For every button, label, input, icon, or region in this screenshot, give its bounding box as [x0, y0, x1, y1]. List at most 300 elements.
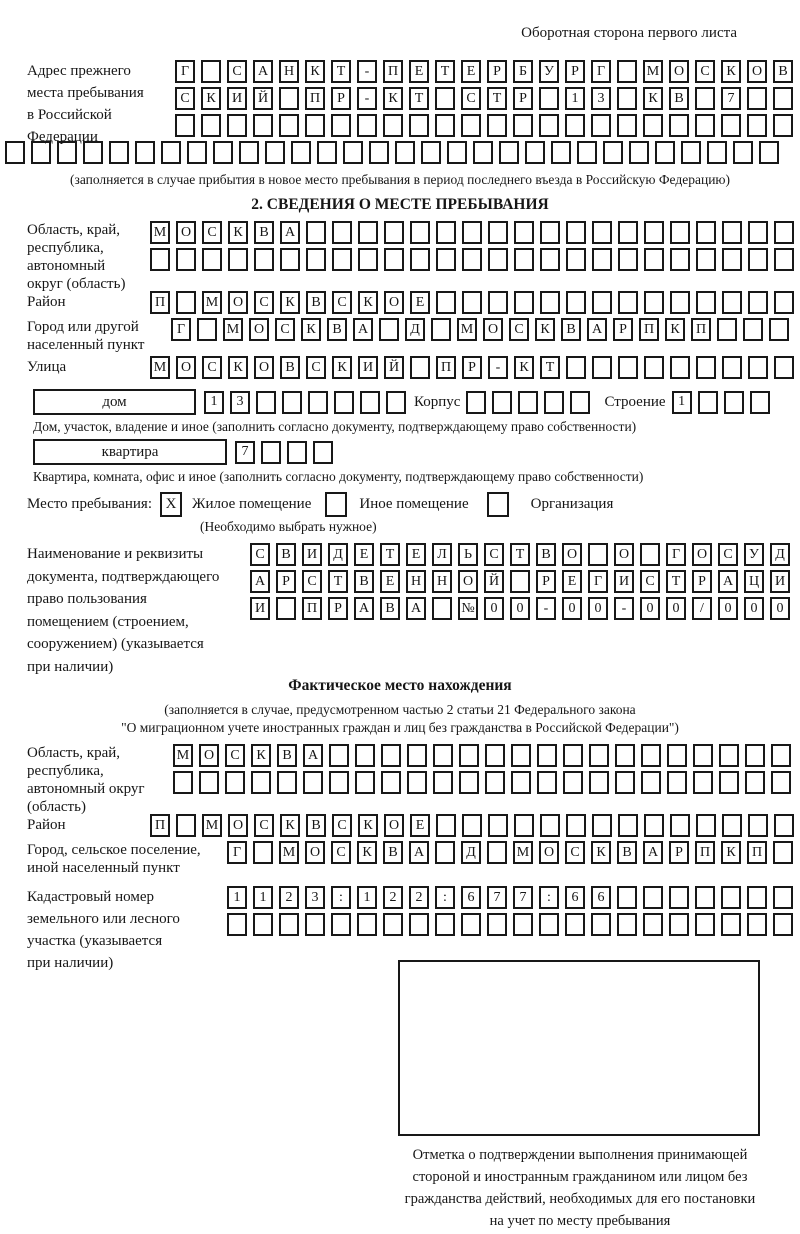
- char-box[interactable]: /: [692, 597, 712, 620]
- char-box[interactable]: Ь: [458, 543, 478, 566]
- char-box[interactable]: С: [640, 570, 660, 593]
- char-box[interactable]: [436, 221, 456, 244]
- char-box[interactable]: Р: [613, 318, 633, 341]
- char-box[interactable]: [566, 248, 586, 271]
- char-box[interactable]: [488, 291, 508, 314]
- char-box[interactable]: -: [488, 356, 508, 379]
- char-box[interactable]: №: [458, 597, 478, 620]
- char-box[interactable]: [239, 141, 259, 164]
- char-box[interactable]: [696, 356, 716, 379]
- char-box[interactable]: В: [280, 356, 300, 379]
- char-box[interactable]: В: [536, 543, 556, 566]
- char-box[interactable]: 0: [484, 597, 504, 620]
- char-box[interactable]: Д: [405, 318, 425, 341]
- char-box[interactable]: К: [228, 356, 248, 379]
- char-box[interactable]: 3: [591, 87, 611, 110]
- char-box[interactable]: К: [665, 318, 685, 341]
- char-box[interactable]: [748, 356, 768, 379]
- char-box[interactable]: [409, 913, 429, 936]
- char-box[interactable]: [488, 221, 508, 244]
- char-box[interactable]: [565, 114, 585, 137]
- char-box[interactable]: [150, 248, 170, 271]
- char-box[interactable]: [435, 114, 455, 137]
- char-box[interactable]: [410, 248, 430, 271]
- char-box[interactable]: [591, 114, 611, 137]
- char-box[interactable]: [253, 114, 273, 137]
- char-box[interactable]: [173, 771, 193, 794]
- char-box[interactable]: К: [228, 221, 248, 244]
- char-box[interactable]: :: [539, 886, 559, 909]
- char-box[interactable]: [227, 114, 247, 137]
- char-box[interactable]: [462, 291, 482, 314]
- char-box[interactable]: С: [718, 543, 738, 566]
- char-box[interactable]: 2: [383, 886, 403, 909]
- char-box[interactable]: С: [332, 814, 352, 837]
- char-box[interactable]: П: [150, 291, 170, 314]
- char-box[interactable]: 6: [591, 886, 611, 909]
- char-box[interactable]: [695, 886, 715, 909]
- char-box[interactable]: П: [695, 841, 715, 864]
- char-box[interactable]: 2: [279, 886, 299, 909]
- char-box[interactable]: Д: [461, 841, 481, 864]
- char-box[interactable]: [733, 141, 753, 164]
- char-box[interactable]: [409, 114, 429, 137]
- char-box[interactable]: [466, 391, 486, 414]
- char-box[interactable]: К: [514, 356, 534, 379]
- char-box[interactable]: [435, 841, 455, 864]
- char-box[interactable]: [693, 771, 713, 794]
- char-box[interactable]: [722, 356, 742, 379]
- char-box[interactable]: [225, 771, 245, 794]
- char-box[interactable]: А: [303, 744, 323, 767]
- char-box[interactable]: В: [383, 841, 403, 864]
- char-box[interactable]: [745, 771, 765, 794]
- char-box[interactable]: Й: [253, 87, 273, 110]
- char-box[interactable]: [386, 391, 406, 414]
- char-box[interactable]: К: [358, 291, 378, 314]
- char-box[interactable]: С: [302, 570, 322, 593]
- char-box[interactable]: Р: [462, 356, 482, 379]
- char-box[interactable]: [644, 356, 664, 379]
- char-box[interactable]: О: [384, 814, 404, 837]
- char-box[interactable]: [279, 87, 299, 110]
- char-box[interactable]: А: [280, 221, 300, 244]
- char-box[interactable]: [277, 771, 297, 794]
- char-box[interactable]: [774, 356, 794, 379]
- char-box[interactable]: К: [358, 814, 378, 837]
- char-box[interactable]: [618, 291, 638, 314]
- char-box[interactable]: [773, 87, 793, 110]
- char-box[interactable]: О: [254, 356, 274, 379]
- char-box[interactable]: [745, 744, 765, 767]
- char-box[interactable]: Е: [410, 814, 430, 837]
- char-box[interactable]: [355, 771, 375, 794]
- char-box[interactable]: [724, 391, 744, 414]
- char-box[interactable]: [539, 913, 559, 936]
- char-box[interactable]: [774, 248, 794, 271]
- char-box[interactable]: [669, 913, 689, 936]
- char-box[interactable]: [641, 771, 661, 794]
- char-box[interactable]: О: [228, 291, 248, 314]
- char-box[interactable]: Е: [354, 543, 374, 566]
- char-box[interactable]: :: [331, 886, 351, 909]
- char-box[interactable]: В: [561, 318, 581, 341]
- char-box[interactable]: К: [357, 841, 377, 864]
- char-box[interactable]: [769, 318, 789, 341]
- char-box[interactable]: [514, 221, 534, 244]
- char-box[interactable]: О: [692, 543, 712, 566]
- char-box[interactable]: 0: [510, 597, 530, 620]
- char-box[interactable]: [617, 60, 637, 83]
- char-box[interactable]: [360, 391, 380, 414]
- char-box[interactable]: [421, 141, 441, 164]
- char-box[interactable]: [670, 248, 690, 271]
- char-box[interactable]: [488, 814, 508, 837]
- char-box[interactable]: [540, 291, 560, 314]
- char-box[interactable]: [747, 114, 767, 137]
- char-box[interactable]: И: [250, 597, 270, 620]
- char-box[interactable]: [462, 248, 482, 271]
- char-box[interactable]: П: [747, 841, 767, 864]
- char-box[interactable]: [511, 744, 531, 767]
- char-box[interactable]: А: [406, 597, 426, 620]
- char-box[interactable]: [592, 221, 612, 244]
- char-box[interactable]: [432, 597, 452, 620]
- char-box[interactable]: [592, 248, 612, 271]
- char-box[interactable]: [719, 771, 739, 794]
- char-box[interactable]: [667, 771, 687, 794]
- char-box[interactable]: [773, 114, 793, 137]
- char-box[interactable]: [759, 141, 779, 164]
- char-box[interactable]: 6: [461, 886, 481, 909]
- char-box[interactable]: [670, 814, 690, 837]
- char-box[interactable]: В: [773, 60, 793, 83]
- char-box[interactable]: [707, 141, 727, 164]
- char-box[interactable]: [462, 814, 482, 837]
- char-box[interactable]: [280, 248, 300, 271]
- char-box[interactable]: [617, 913, 637, 936]
- char-box[interactable]: Д: [770, 543, 790, 566]
- char-box[interactable]: К: [332, 356, 352, 379]
- char-box[interactable]: О: [562, 543, 582, 566]
- char-box[interactable]: [592, 291, 612, 314]
- char-box[interactable]: [510, 570, 530, 593]
- char-box[interactable]: О: [176, 221, 196, 244]
- char-box[interactable]: [514, 291, 534, 314]
- char-box[interactable]: М: [202, 814, 222, 837]
- char-box[interactable]: 0: [640, 597, 660, 620]
- char-box[interactable]: П: [639, 318, 659, 341]
- char-box[interactable]: К: [201, 87, 221, 110]
- char-box[interactable]: [199, 771, 219, 794]
- char-box[interactable]: М: [279, 841, 299, 864]
- char-box[interactable]: К: [280, 291, 300, 314]
- char-box[interactable]: М: [513, 841, 533, 864]
- char-box[interactable]: К: [301, 318, 321, 341]
- char-box[interactable]: [487, 841, 507, 864]
- char-box[interactable]: [667, 744, 687, 767]
- char-box[interactable]: О: [614, 543, 634, 566]
- char-box[interactable]: В: [669, 87, 689, 110]
- char-box[interactable]: М: [150, 356, 170, 379]
- char-box[interactable]: С: [202, 221, 222, 244]
- char-box[interactable]: [540, 814, 560, 837]
- char-box[interactable]: [747, 913, 767, 936]
- char-box[interactable]: [615, 771, 635, 794]
- char-box[interactable]: [721, 886, 741, 909]
- char-box[interactable]: [721, 114, 741, 137]
- char-box[interactable]: 0: [562, 597, 582, 620]
- char-box[interactable]: [202, 248, 222, 271]
- char-box[interactable]: [750, 391, 770, 414]
- char-box[interactable]: Т: [380, 543, 400, 566]
- char-box[interactable]: А: [718, 570, 738, 593]
- char-box[interactable]: [334, 391, 354, 414]
- char-box[interactable]: С: [461, 87, 481, 110]
- char-box[interactable]: И: [302, 543, 322, 566]
- char-box[interactable]: Р: [513, 87, 533, 110]
- char-box[interactable]: [331, 114, 351, 137]
- char-box[interactable]: [407, 744, 427, 767]
- char-box[interactable]: [640, 543, 660, 566]
- char-box[interactable]: О: [539, 841, 559, 864]
- char-box[interactable]: [617, 87, 637, 110]
- char-box[interactable]: [276, 597, 296, 620]
- char-box[interactable]: [774, 221, 794, 244]
- char-box[interactable]: [395, 141, 415, 164]
- char-box[interactable]: [670, 291, 690, 314]
- char-box[interactable]: [433, 771, 453, 794]
- char-box[interactable]: В: [354, 570, 374, 593]
- char-box[interactable]: В: [277, 744, 297, 767]
- char-box[interactable]: [358, 221, 378, 244]
- char-box[interactable]: [256, 391, 276, 414]
- char-box[interactable]: 7: [487, 886, 507, 909]
- char-box[interactable]: С: [306, 356, 326, 379]
- char-box[interactable]: [282, 391, 302, 414]
- char-box[interactable]: Й: [384, 356, 404, 379]
- char-box[interactable]: А: [250, 570, 270, 593]
- char-box[interactable]: [261, 441, 281, 464]
- char-box[interactable]: О: [747, 60, 767, 83]
- char-box[interactable]: [717, 318, 737, 341]
- char-box[interactable]: 0: [744, 597, 764, 620]
- char-box[interactable]: [565, 913, 585, 936]
- char-box[interactable]: И: [770, 570, 790, 593]
- char-box[interactable]: С: [175, 87, 195, 110]
- char-box[interactable]: [695, 114, 715, 137]
- apartment-type-box[interactable]: квартира: [33, 439, 227, 465]
- char-box[interactable]: 3: [230, 391, 250, 414]
- char-box[interactable]: [644, 248, 664, 271]
- char-box[interactable]: [544, 391, 564, 414]
- char-box[interactable]: [161, 141, 181, 164]
- char-box[interactable]: [253, 841, 273, 864]
- char-box[interactable]: [771, 771, 791, 794]
- char-box[interactable]: [618, 356, 638, 379]
- char-box[interactable]: О: [669, 60, 689, 83]
- char-box[interactable]: Л: [432, 543, 452, 566]
- char-box[interactable]: Д: [328, 543, 348, 566]
- char-box[interactable]: [514, 814, 534, 837]
- char-box[interactable]: В: [327, 318, 347, 341]
- char-box[interactable]: [514, 248, 534, 271]
- char-box[interactable]: Н: [432, 570, 452, 593]
- char-box[interactable]: [747, 886, 767, 909]
- char-box[interactable]: [358, 248, 378, 271]
- char-box[interactable]: [644, 221, 664, 244]
- char-box[interactable]: Ц: [744, 570, 764, 593]
- char-box[interactable]: [525, 141, 545, 164]
- char-box[interactable]: В: [276, 543, 296, 566]
- char-box[interactable]: М: [457, 318, 477, 341]
- char-box[interactable]: [433, 744, 453, 767]
- char-box[interactable]: [357, 114, 377, 137]
- char-box[interactable]: [485, 744, 505, 767]
- char-box[interactable]: У: [539, 60, 559, 83]
- char-box[interactable]: В: [617, 841, 637, 864]
- char-box[interactable]: [719, 744, 739, 767]
- char-box[interactable]: Т: [328, 570, 348, 593]
- char-box[interactable]: О: [249, 318, 269, 341]
- char-box[interactable]: [551, 141, 571, 164]
- char-box[interactable]: [618, 248, 638, 271]
- char-box[interactable]: [187, 141, 207, 164]
- char-box[interactable]: Е: [409, 60, 429, 83]
- char-box[interactable]: [381, 771, 401, 794]
- char-box[interactable]: [773, 841, 793, 864]
- char-box[interactable]: В: [254, 221, 274, 244]
- char-box[interactable]: [176, 248, 196, 271]
- char-box[interactable]: О: [458, 570, 478, 593]
- char-box[interactable]: [722, 248, 742, 271]
- char-box[interactable]: [459, 744, 479, 767]
- char-box[interactable]: Н: [279, 60, 299, 83]
- char-box[interactable]: 1: [204, 391, 224, 414]
- char-box[interactable]: Т: [435, 60, 455, 83]
- char-box[interactable]: В: [306, 814, 326, 837]
- char-box[interactable]: Й: [484, 570, 504, 593]
- char-box[interactable]: [303, 771, 323, 794]
- char-box[interactable]: [617, 886, 637, 909]
- char-box[interactable]: [488, 248, 508, 271]
- char-box[interactable]: [655, 141, 675, 164]
- char-box[interactable]: [436, 248, 456, 271]
- char-box[interactable]: К: [280, 814, 300, 837]
- char-box[interactable]: 7: [721, 87, 741, 110]
- char-box[interactable]: [618, 814, 638, 837]
- char-box[interactable]: С: [250, 543, 270, 566]
- char-box[interactable]: С: [509, 318, 529, 341]
- char-box[interactable]: Н: [406, 570, 426, 593]
- char-box[interactable]: [696, 291, 716, 314]
- char-box[interactable]: [721, 913, 741, 936]
- char-box[interactable]: П: [302, 597, 322, 620]
- char-box[interactable]: 1: [672, 391, 692, 414]
- char-box[interactable]: [201, 114, 221, 137]
- char-box[interactable]: [696, 221, 716, 244]
- char-box[interactable]: [5, 141, 25, 164]
- char-box[interactable]: [201, 60, 221, 83]
- char-box[interactable]: [518, 391, 538, 414]
- char-box[interactable]: -: [357, 87, 377, 110]
- char-box[interactable]: [329, 771, 349, 794]
- char-box[interactable]: Г: [171, 318, 191, 341]
- char-box[interactable]: 7: [235, 441, 255, 464]
- char-box[interactable]: 1: [357, 886, 377, 909]
- char-box[interactable]: С: [332, 291, 352, 314]
- char-box[interactable]: [459, 771, 479, 794]
- char-box[interactable]: [774, 291, 794, 314]
- char-box[interactable]: А: [353, 318, 373, 341]
- char-box[interactable]: [306, 248, 326, 271]
- char-box[interactable]: [431, 318, 451, 341]
- char-box[interactable]: С: [695, 60, 715, 83]
- char-box[interactable]: [722, 814, 742, 837]
- char-box[interactable]: [603, 141, 623, 164]
- char-box[interactable]: О: [199, 744, 219, 767]
- char-box[interactable]: [176, 814, 196, 837]
- char-box[interactable]: [566, 356, 586, 379]
- char-box[interactable]: [540, 221, 560, 244]
- char-box[interactable]: [615, 744, 635, 767]
- char-box[interactable]: К: [383, 87, 403, 110]
- char-box[interactable]: [641, 744, 661, 767]
- char-box[interactable]: 6: [565, 886, 585, 909]
- char-box[interactable]: [384, 248, 404, 271]
- char-box[interactable]: К: [251, 744, 271, 767]
- char-box[interactable]: А: [409, 841, 429, 864]
- char-box[interactable]: [176, 291, 196, 314]
- char-box[interactable]: [722, 221, 742, 244]
- char-box[interactable]: [644, 814, 664, 837]
- char-box[interactable]: К: [721, 60, 741, 83]
- char-box[interactable]: [213, 141, 233, 164]
- char-box[interactable]: [566, 291, 586, 314]
- char-box[interactable]: [305, 913, 325, 936]
- char-box[interactable]: [343, 141, 363, 164]
- char-box[interactable]: [577, 141, 597, 164]
- char-box[interactable]: [379, 318, 399, 341]
- char-box[interactable]: [473, 141, 493, 164]
- char-box[interactable]: [681, 141, 701, 164]
- char-box[interactable]: [570, 391, 590, 414]
- char-box[interactable]: [436, 814, 456, 837]
- char-box[interactable]: -: [614, 597, 634, 620]
- char-box[interactable]: [197, 318, 217, 341]
- char-box[interactable]: -: [536, 597, 556, 620]
- char-box[interactable]: [591, 913, 611, 936]
- char-box[interactable]: [643, 886, 663, 909]
- char-box[interactable]: П: [436, 356, 456, 379]
- other-premises-checkbox[interactable]: [325, 492, 347, 517]
- char-box[interactable]: Е: [461, 60, 481, 83]
- residential-checkbox[interactable]: X: [160, 492, 182, 517]
- char-box[interactable]: М: [643, 60, 663, 83]
- organization-checkbox[interactable]: [487, 492, 509, 517]
- char-box[interactable]: [537, 744, 557, 767]
- char-box[interactable]: К: [643, 87, 663, 110]
- char-box[interactable]: 0: [666, 597, 686, 620]
- char-box[interactable]: [331, 913, 351, 936]
- char-box[interactable]: [492, 391, 512, 414]
- char-box[interactable]: [251, 771, 271, 794]
- char-box[interactable]: О: [228, 814, 248, 837]
- char-box[interactable]: [461, 114, 481, 137]
- char-box[interactable]: И: [227, 87, 247, 110]
- char-box[interactable]: Г: [588, 570, 608, 593]
- char-box[interactable]: [487, 114, 507, 137]
